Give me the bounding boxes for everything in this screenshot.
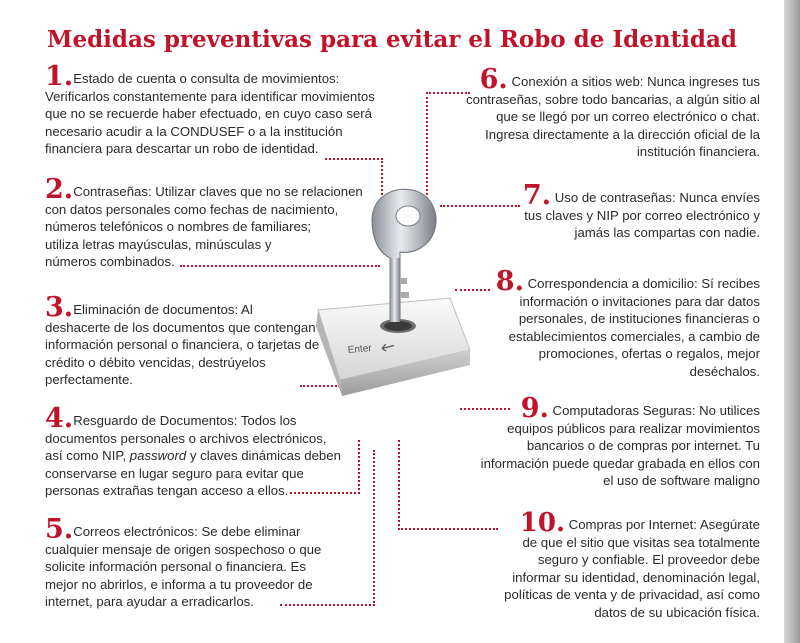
connector-line bbox=[398, 440, 400, 530]
item-number: 5. bbox=[45, 514, 74, 545]
item-line: Computadoras Seguras: No utilices bbox=[552, 403, 760, 418]
item-line: políticas de venta y de privacidad, así como bbox=[504, 587, 760, 603]
item-line: solicite información personal o financiera. Es bbox=[45, 559, 306, 575]
item-line: deshacerte de los documentos que contengan bbox=[45, 319, 316, 335]
item-line: crédito o débito vencidas, destrúyelos bbox=[45, 354, 266, 370]
item-line: Verificarlos constantemente para identificar movimientos bbox=[45, 88, 375, 104]
connector-line bbox=[398, 528, 498, 530]
item-5 bbox=[45, 514, 375, 611]
item-line: conservarse en lugar seguro para evitar que bbox=[45, 465, 304, 481]
connector-line bbox=[358, 440, 360, 494]
item-number: 3. bbox=[45, 292, 74, 323]
item-line: Conexión a sitios web: Nunca ingreses tus bbox=[511, 74, 760, 89]
item-line: datos de su ubicación física. bbox=[594, 604, 760, 620]
item-line: de que el sitio que visitas sea totalmente bbox=[522, 534, 760, 550]
item-line: números combinados. bbox=[45, 254, 175, 270]
item-9 bbox=[440, 393, 760, 490]
item-line: el uso de software maligno bbox=[603, 473, 760, 489]
item-line: bancarios o de compras por internet. Tu bbox=[526, 438, 760, 454]
item-line: jamás las compartas con nadie. bbox=[574, 225, 760, 241]
item-line: mejor no abrirlos, e informa a tu proveedor de bbox=[45, 576, 313, 592]
item-line: documentos personales o archivos electrónicos, bbox=[45, 430, 327, 446]
italic-word: password bbox=[129, 448, 187, 464]
item-line: contraseñas, sobre todo bancarias, a algún sitio al bbox=[466, 91, 760, 107]
item-line: personas extrañas tengan acceso a ellos. bbox=[45, 483, 289, 499]
item-line: números telefónicos o nombres de familiares; bbox=[45, 219, 312, 235]
connector-line bbox=[373, 450, 375, 606]
item-line: promociones, ofertas o regalos, mejor bbox=[538, 346, 760, 362]
item-6 bbox=[440, 64, 760, 161]
item-line: equipos públicos para realizar movimientos bbox=[507, 420, 760, 436]
item-line: Contraseñas: Utilizar claves que no se relacionen bbox=[73, 184, 363, 199]
connector-line bbox=[426, 92, 470, 94]
item-10 bbox=[430, 508, 760, 622]
item-line: cualquier mensaje de origen sospechoso o que bbox=[45, 541, 322, 557]
item-line: Eliminación de documentos: Al bbox=[73, 302, 253, 317]
item-line: que no se recuerde haber efectuado, en cuyo caso será bbox=[45, 106, 372, 122]
item-line: Estado de cuenta o consulta de movimientos: bbox=[73, 71, 340, 86]
item-number: 4. bbox=[45, 403, 74, 434]
item-line: personales, de instituciones financieras o bbox=[518, 311, 760, 327]
item-number: 8. bbox=[495, 266, 524, 297]
item-line: Resguardo de Documentos: Todos los bbox=[73, 413, 297, 428]
item-line: información personal o financiera, o tarjetas de bbox=[45, 337, 320, 353]
item-line: internet, para ayudar a erradicarlos. bbox=[45, 594, 254, 610]
item-line: perfectamente. bbox=[45, 372, 133, 388]
item-line: que se llegó por un correo electrónico o chat. bbox=[496, 109, 760, 125]
connector-line bbox=[325, 158, 383, 160]
item-line: información o invitaciones para dar datos bbox=[519, 293, 760, 309]
connector-line bbox=[280, 604, 375, 606]
item-number: 10. bbox=[519, 508, 565, 538]
enter-key-label: Enter bbox=[347, 342, 373, 356]
item-line: información puede quedar grabada en ellos con bbox=[480, 455, 760, 471]
connector-line bbox=[290, 492, 360, 494]
item-number: 6. bbox=[479, 64, 508, 95]
item-line: informar su identidad, denominación legal, bbox=[512, 569, 760, 585]
page-title: Medidas preventivas para evitar el Robo de Identidad bbox=[47, 26, 737, 53]
item-line: Compras por Internet: Asegúrate bbox=[568, 517, 760, 532]
item-line: Correspondencia a domicilio: Sí recibes bbox=[527, 276, 760, 291]
item-line: deséchalos. bbox=[689, 363, 760, 379]
item-line: así como NIP, bbox=[45, 448, 130, 464]
item-line: Uso de contraseñas: Nunca envíes bbox=[554, 190, 760, 205]
item-line: Ingresa directamente a la dirección oficial de la bbox=[485, 126, 760, 142]
item-number: 9. bbox=[520, 393, 549, 424]
item-line: tus claves y NIP por correo electrónico y bbox=[524, 207, 760, 223]
item-line: establecimientos comerciales, a cambio de bbox=[508, 328, 760, 344]
key-illustration bbox=[300, 180, 480, 440]
item-line: utiliza letras mayúsculas, minúsculas y bbox=[45, 236, 272, 252]
item-line: seguro y confiable. El proveedor debe bbox=[537, 552, 760, 568]
page-edge-shadow bbox=[784, 0, 800, 643]
item-line: necesario acudir a la CONDUSEF o a la institución bbox=[45, 123, 343, 139]
item-number: 7. bbox=[522, 180, 552, 211]
item-line: con datos personales como fechas de nacimiento, bbox=[45, 201, 339, 217]
item-number: 1. bbox=[45, 61, 74, 92]
item-number: 2. bbox=[45, 174, 74, 205]
item-line: financiera para descartar un robo de identidad. bbox=[45, 141, 319, 157]
item-7 bbox=[480, 180, 760, 242]
item-line: y claves dinámicas deben bbox=[186, 448, 341, 464]
item-1 bbox=[45, 61, 375, 158]
item-8 bbox=[470, 266, 760, 381]
item-line: institución financiera. bbox=[636, 144, 760, 160]
item-line: Correos electrónicos: Se debe eliminar bbox=[73, 524, 301, 539]
